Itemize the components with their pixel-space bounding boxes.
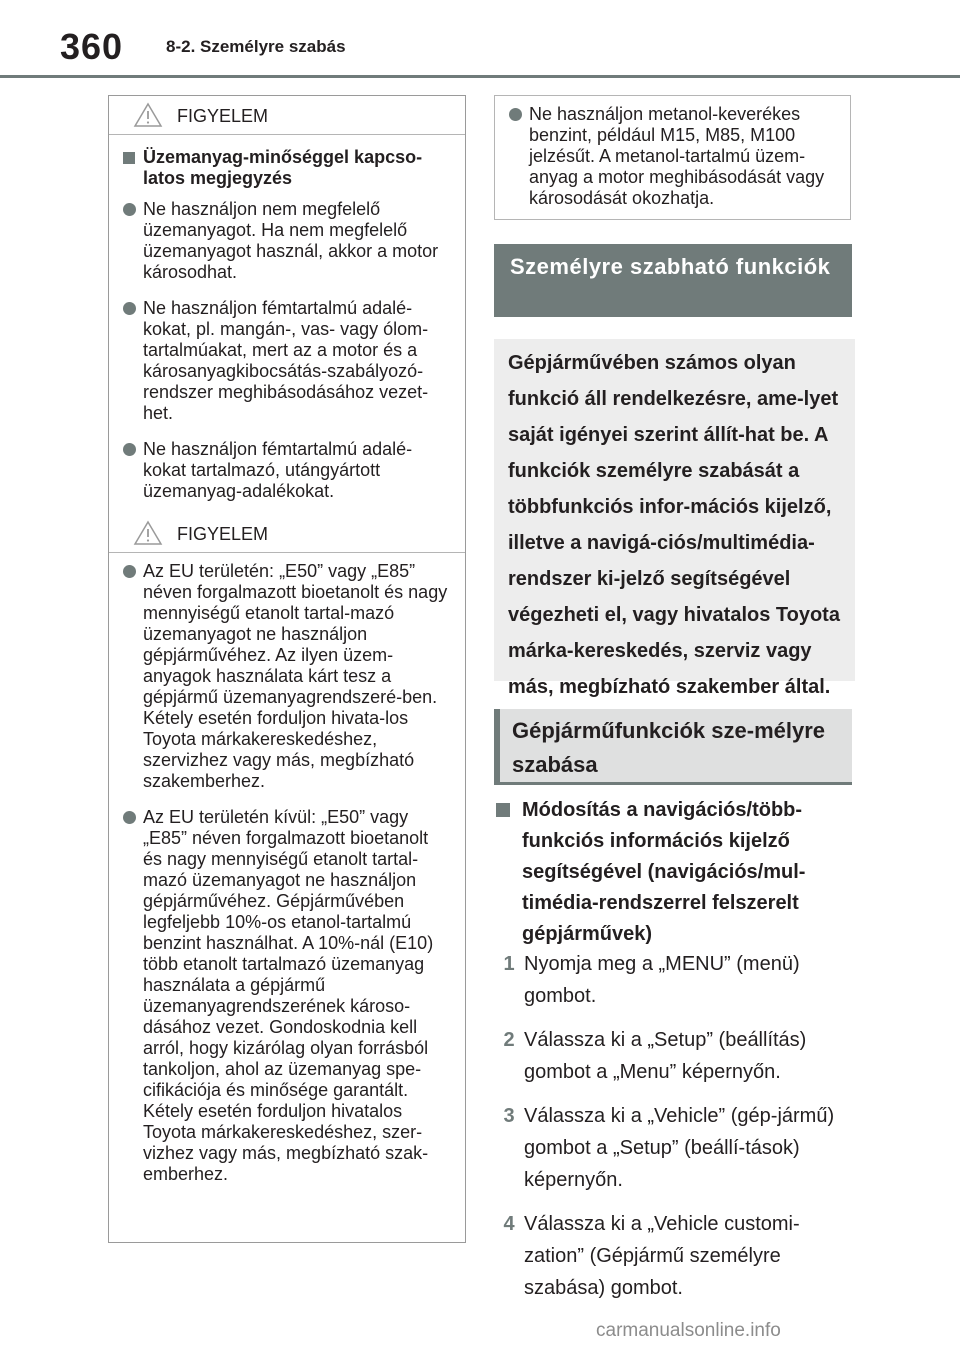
warning-subheading-text: Üzemanyag-minőséggel kapcso-latos megjegyzés: [143, 147, 423, 188]
bullet-text: Ne használjon nem megfelelő üzemanyagot. Ha nem megfelelő üzemanyagot használ, akkor a motor károsodhat.: [143, 199, 439, 282]
note-bullet: [509, 104, 836, 209]
section-banner: Személyre szabható funkciók: [494, 244, 852, 317]
step-item: [494, 948, 854, 1012]
step-number: 1: [503, 953, 515, 975]
warning-bullet: [123, 807, 451, 1185]
warning-triangle-icon: [133, 102, 163, 128]
bullet-text: Az EU területén: „E50” vagy „E85” néven forgalmazott bioetanolt és nagy mennyiségű etanolt tartal-mazó üzemanyagot ne használjon gépjárművéhez. Az ilyen üzem-anyagok használata kárt tesz a gépjármű üzemanyagrendszeré-ben. Kétely esetén forduljon hivata-los Toyota márkakereskedéshez, szervizhez vagy más, megbízható szakemberhez.: [143, 561, 448, 791]
square-bullet-icon: [123, 152, 135, 164]
procedure-subheading-text: Módosítás a navigációs/több-funkciós információs kijelző segítségével (navigációs/mul-timédia-rendszerrel felszerelt gépjárművek): [522, 799, 806, 945]
bullet-text: Ne használjon fémtartalmú adalé-kokat, pl. mangán-, vas- vagy ólom-tartalmúakat, mert az a motor és a károsanyagkibocsátás-szabályozó-rendszer meghibásodásához vezet-het.: [143, 298, 429, 423]
warning-heading: FIGYELEM: [177, 524, 269, 544]
step-number: 2: [503, 1029, 515, 1051]
dot-bullet-icon: [123, 302, 136, 315]
page-number: 360: [60, 26, 124, 67]
step-item: [494, 1100, 854, 1196]
intro-text: Gépjárművében számos olyan funkció áll rendelkezésre, ame-lyet saját igényei szerint állít-hat be. A funkciók személyre szabását a többfunkciós infor-mációs kijelző, illetve a navigá-ciós/multimédia-rendszer ki-jelző segítségével végezheti el, vagy hivatalos Toyota márka-kereskedés, szerviz vagy más, megbízható szakember által.: [494, 339, 855, 681]
subsection-banner: Gépjárműfunkciók sze-mélyre szabása: [494, 709, 852, 785]
warning-header: [109, 514, 465, 553]
bullet-text: Az EU területén kívül: „E50” vagy „E85” néven forgalmazott bioetanolt és nagy mennyiségű etanolt tartal-mazó üzemanyagot ne használjon gépjárművéhez. Gépjárművében legfeljebb 10%-os etanol-tartalmú benzint használhat. A 10%-nál (E10) több etanolt tartalmazó üzemanyag használata a gépjármű üzemanyagrendszerének károso-dásához vezet. Gondoskodnia kell arról, hogy kizárólag olyan forrásból tankoljon, ahol az üzemanyag spe-cifikációja és minősége garantált. Kétely esetén forduljon hivatalos Toyota márkakereskedéshez, szer-vizhez vagy más, megbízható szak-emberhez.: [143, 807, 434, 1184]
header-rule: [0, 75, 960, 78]
step-text: Válassza ki a „Setup” (beállítás) gombot a „Menu” képernyőn.: [524, 1029, 807, 1083]
warning-header: [109, 96, 465, 135]
bullet-text: Ne használjon fémtartalmú adalé-kokat tartalmazó, utángyártott üzemanyag-adalékokat.: [143, 439, 413, 501]
watermark: carmanualsonline.info: [596, 1320, 781, 1341]
warning-bullet: [123, 199, 451, 283]
step-text: Válassza ki a „Vehicle” (gép-jármű) gombot a „Setup” (beállí-tások) képernyőn.: [524, 1105, 835, 1191]
warning-heading: FIGYELEM: [177, 106, 269, 126]
procedure-subheading: [494, 795, 854, 950]
warning-bullet: [123, 298, 451, 424]
dot-bullet-icon: [123, 203, 136, 216]
step-number: 4: [503, 1213, 515, 1235]
warning-bullet: [123, 439, 451, 502]
section-title: 8-2. Személyre szabás: [166, 37, 346, 56]
bullet-text: Ne használjon metanol-keverékes benzint, például M15, M85, M100 jelzésűt. A metanol-tartalmú üzem-anyag a motor meghibásodását vagy károsodását okozhatja.: [529, 104, 825, 208]
dot-bullet-icon: [123, 811, 136, 824]
step-text: Válassza ki a „Vehicle customi-zation” (Gépjármű személyre szabása) gombot.: [524, 1213, 800, 1299]
square-bullet-icon: [496, 803, 510, 817]
steps-list: [494, 948, 854, 1316]
warning-box: [108, 95, 466, 1243]
step-text: Nyomja meg a „MENU” (menü) gombot.: [524, 953, 800, 1007]
dot-bullet-icon: [123, 565, 136, 578]
page-header: [0, 0, 960, 80]
dot-bullet-icon: [509, 108, 522, 121]
step-item: [494, 1024, 854, 1088]
dot-bullet-icon: [123, 443, 136, 456]
warning-bullet: [123, 561, 451, 792]
step-item: [494, 1208, 854, 1304]
warning-subheading: [123, 147, 451, 189]
note-box: [494, 95, 851, 220]
step-number: 3: [503, 1105, 515, 1127]
warning-triangle-icon: [133, 520, 163, 546]
